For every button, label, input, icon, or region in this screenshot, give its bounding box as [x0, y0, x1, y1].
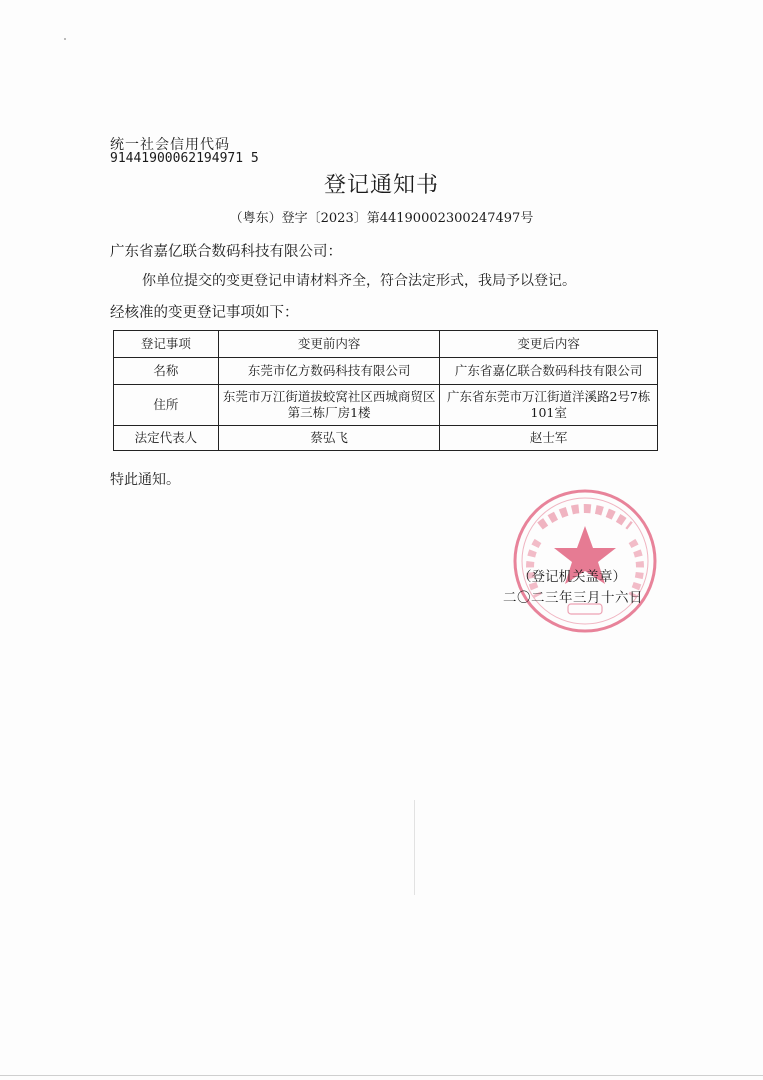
registration-change-table [113, 330, 658, 451]
column-header-before: 变更前内容 [218, 331, 440, 358]
scan-fold-line [414, 800, 415, 895]
table-cell-item: 名称 [114, 358, 219, 385]
table-cell-before: 东莞市万江街道拔蛟窝社区西城商贸区第三栋厂房1楼 [218, 385, 440, 426]
closing-text: 特此通知。 [110, 472, 180, 488]
table-cell-before: 蔡弘飞 [218, 426, 440, 451]
credit-code: 91441900062194971 5 [110, 151, 259, 166]
addressee: 广东省嘉亿联合数码科技有限公司： [110, 244, 342, 260]
table-row [114, 358, 658, 385]
document-number: （粤东）登字〔2023〕第44190002300247497号 [229, 211, 534, 226]
table-header-row [114, 331, 658, 358]
page-title: 登记通知书 [323, 173, 439, 198]
column-header-after: 变更后内容 [440, 331, 658, 358]
column-header-item: 登记事项 [114, 331, 219, 358]
credit-code-label: 统一社会信用代码 [110, 137, 230, 153]
table-cell-after: 广东省嘉亿联合数码科技有限公司 [440, 358, 658, 385]
body-paragraph: 你单位提交的变更登记申请材料齐全，符合法定形式，我局予以登记。 [142, 273, 576, 289]
table-cell-before: 东莞市亿方数码科技有限公司 [218, 358, 440, 385]
approved-intro: 经核准的变更登记事项如下： [110, 305, 299, 321]
seal-arc-text-mark [540, 509, 630, 527]
page-bottom-edge [0, 1075, 763, 1076]
issue-date: 二〇二三年三月十六日 [503, 590, 643, 606]
table-row [114, 385, 658, 426]
official-seal [510, 486, 660, 636]
table-cell-after: 广东省东莞市万江街道洋溪路2号7栋101室 [440, 385, 658, 426]
scan-speck [64, 38, 66, 40]
table-row [114, 426, 658, 451]
table-cell-item: 法定代表人 [114, 426, 219, 451]
table-cell-after: 赵士军 [440, 426, 658, 451]
table-cell-item: 住所 [114, 385, 219, 426]
seal-note: （登记机关盖章） [518, 569, 626, 585]
